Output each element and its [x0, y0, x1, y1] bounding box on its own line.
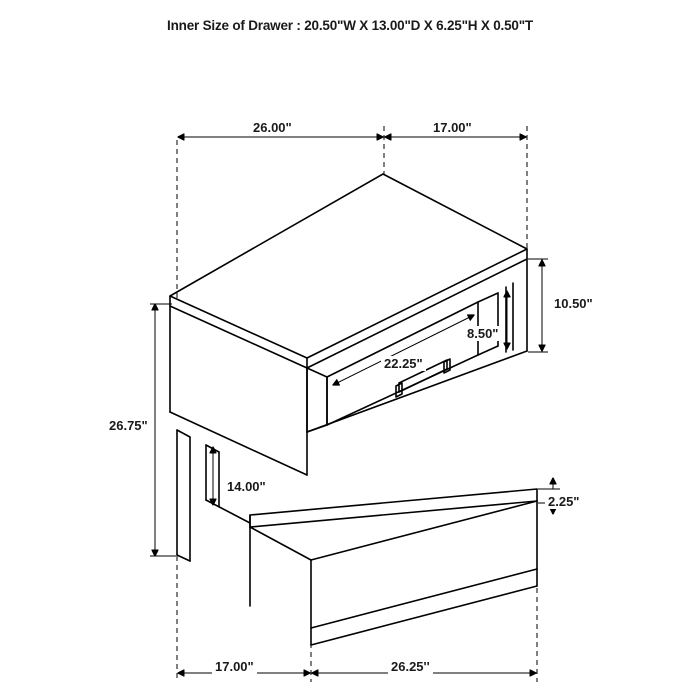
drawer-top-reveal: [478, 293, 498, 302]
top-panel-edge-left: [170, 296, 307, 368]
dim-label-top-left: 26.00": [250, 120, 295, 135]
drawer-side-return: [307, 368, 327, 432]
base-bottom-front: [311, 586, 537, 645]
dim-label-drawer-face-width: 22.25": [381, 356, 426, 371]
drawer-bottom-reveal: [478, 346, 498, 355]
dim-label-left-overall-height: 26.75": [106, 418, 151, 433]
dim-label-top-right: 17.00": [430, 120, 475, 135]
left-leg-top: [177, 430, 190, 437]
base-bottom-thickness: [311, 569, 537, 628]
base-front-line: [311, 501, 537, 560]
dim-label-right-upper: 10.50": [551, 296, 596, 311]
top-panel-edge-right: [307, 249, 527, 368]
dim-label-drawer-face-height: 8.50": [464, 326, 501, 341]
left-leg-bottom: [177, 555, 190, 561]
dim-label-shelf-clearance: 14.00": [224, 479, 269, 494]
dim-label-bottom-right: 26.25'': [388, 659, 433, 674]
page-title: Inner Size of Drawer : 20.50"W X 13.00"D X 6.25"H X 0.50"T: [167, 18, 533, 33]
base-front-left-edge: [250, 527, 311, 560]
base-top-surface: [250, 489, 537, 527]
dim-inner-2225: [333, 315, 474, 385]
dim-label-bottom-left: 17.00": [212, 659, 257, 674]
dim-label-base-thickness: 2.25": [545, 494, 582, 509]
